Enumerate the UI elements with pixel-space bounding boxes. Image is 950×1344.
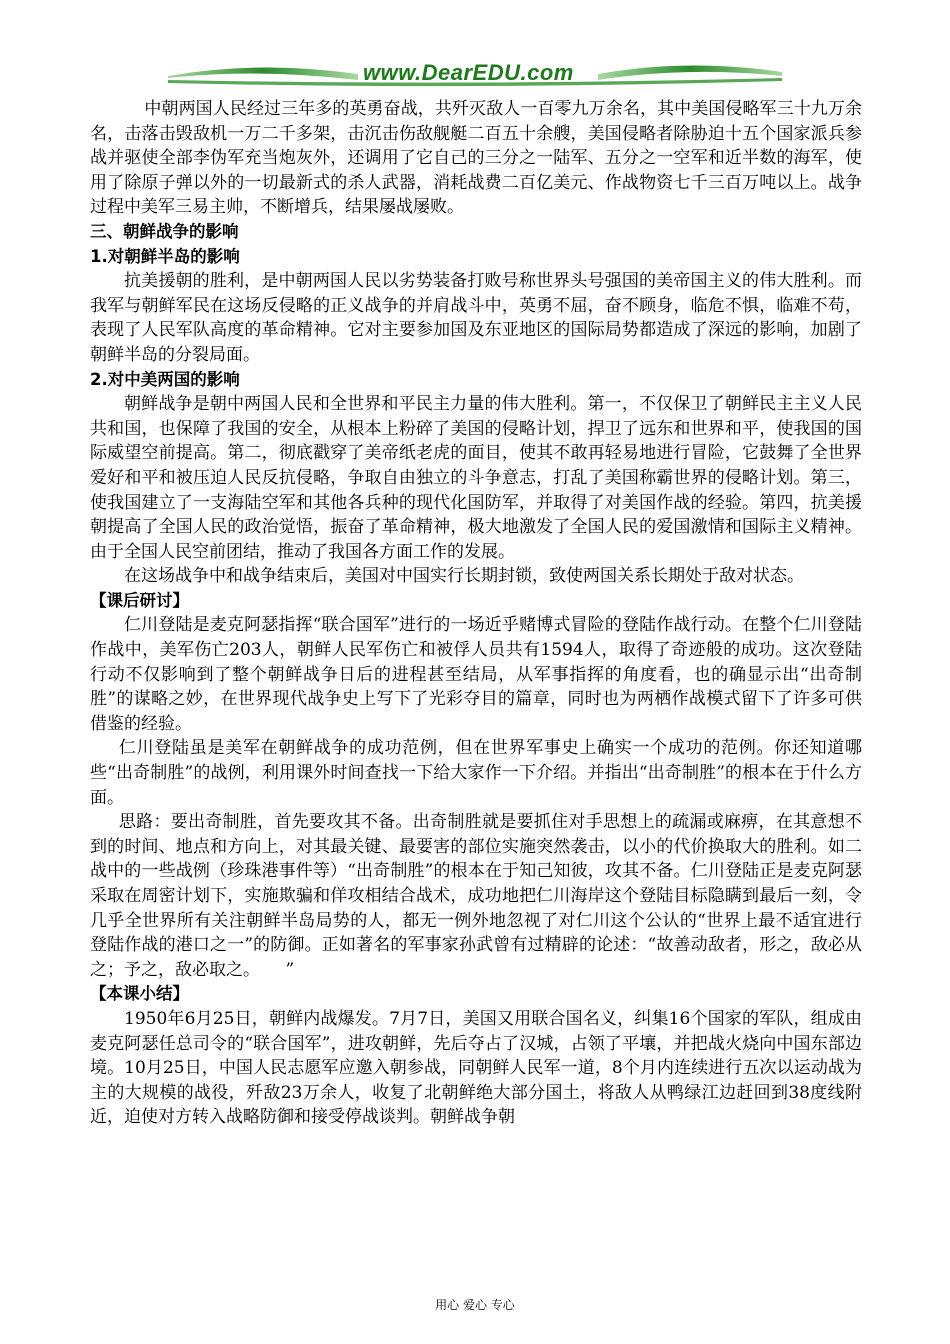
paragraph-summary: 1950年6月25日，朝鲜内战爆发。7月7日，美国又用联合国名义，纠集16个国家的军队，组成由麦克阿瑟任总司令的“联合国军”，进攻朝鲜，先后夺占了汉城，占领了平壤，并把战火烧向中国东部边境。10月25日，中国人民志愿军应邀入朝参战，同朝鲜人民军一道，8个月内连续进行五次以运动战为主的大规模的战役，歼敌23万余人，收复了北朝鲜绝大部分国土，将敌人从鸭绿江边赶回到38度线附近，迫使对方转入战略防御和接受停战谈判。朝鲜战争朝 bbox=[90, 1008, 862, 1128]
paragraph-blockade: 在这场战争中和战争结束后，美国对中国实行长期封锁，致使两国关系长期处于敌对状态。 bbox=[124, 566, 804, 587]
heading-lesson-summary: 【本课小结】 bbox=[90, 984, 189, 1004]
subheading-korean-peninsula: 1.对朝鲜半岛的影响 bbox=[90, 246, 240, 266]
section-heading-impact: 三、朝鲜战争的影响 bbox=[90, 221, 239, 241]
heading-after-class-discussion: 【课后研讨】 bbox=[90, 590, 189, 610]
paragraph-war-results: 中朝两国人民经过三年多的英勇奋战，共歼灭敌人一百零九万余名，其中美国侵略军三十九万余名，击落击毁敌机一万二千多架，击沉击伤敌舰艇二百五十余艘，美国侵略者除胁迫十五个国家派兵参战并驱使全部李伪军充当炮灰外，还调用了它自己的三分之一陆军、五分之一空军和近半数的海军，使用了除原子弹以外的一切最新式的杀人武器，消耗战费二百亿美元、作战物资七千三百万吨以上。战争过程中美军三易主帅，不断增兵，结果屡战屡败。 bbox=[90, 99, 862, 218]
paragraph-incheon-landing: 仁川登陆是麦克阿瑟指挥“联合国军”进行的一场近乎赌博式冒险的登陆作战行动。在整个仁川登陆作战中，美军伤亡203人，朝鲜人民军伤亡和被俘人员共有1594人，取得了奇迹般的成功。这次登陆行动不仅影响到了整个朝鲜战争日后的进程甚至结局，从军事指挥的角度看，也的确显示出“出奇制胜”的谋略之妙，在世界现代战争史上写下了光彩夺目的篇章，同时也为两栖作战模式留下了许多可供借鉴的经验。 bbox=[90, 615, 862, 734]
paragraph-answer-hint: 思路：要出奇制胜，首先要攻其不备。出奇制胜就是要抓住对手思想上的疏漏或麻痹，在其意想不到的时间、地点和方向上，对其最关键、最要害的部位实施突然袭击，以小的代价换取大的胜利。如二战中的一些战例（珍珠港事件等）“出奇制胜”的根本在于知己知彼，攻其不备。仁川登陆正是麦克阿瑟采取在周密计划下，实施欺骗和佯攻相结合战术，成功地把仁川海岸这个登陆目标隐瞒到最后一刻，令几乎全世界所有关注朝鲜半岛局势的人，都无一例外地忽视了对仁川这个公认的“世界上最不适宜进行登陆作战的港口之一”的防御。正如著名的军事家孙武曾有过精辟的论述：“故善动敌者，形之，敌必从之；予之，敌必取之。 ” bbox=[90, 812, 862, 980]
page-footer: 用心 爱心 专心 bbox=[435, 1298, 515, 1312]
site-url-logo: www.DearEDU.com bbox=[363, 60, 574, 85]
paragraph-discussion-question: 仁川登陆虽是美军在朝鲜战争的成功范例，但在世界军事史上确实一个成功的范例。你还知道哪些“出奇制胜”的战例，利用课外时间查找一下给大家作一下介绍。并指出“出奇制胜”的根本在于什么方面。 bbox=[90, 738, 862, 808]
subheading-china-us: 2.对中美两国的影响 bbox=[90, 369, 240, 389]
document-body bbox=[90, 97, 862, 1130]
paragraph-china-us: 朝鲜战争是朝中两国人民和全世界和平民主力量的伟大胜利。第一，不仅保卫了朝鲜民主主义人民共和国，也保障了我国的安全，从根本上粉碎了美国的侵略计划，捍卫了远东和世界和平，使我国的国际威望空前提高。第二，彻底戳穿了美帝纸老虎的面目，使其不敢再轻易地进行冒险，它鼓舞了全世界爱好和平和被压迫人民反抗侵略，争取自由独立的斗争意志，打乱了美国称霸世界的侵略计划。第三，使我国建立了一支海陆空军和其他各兵种的现代化国防军，并取得了对美国作战的经验。第四，抗美援朝提高了全国人民的政治觉悟，振奋了革命精神，极大地激发了全国人民的爱国激情和国际主义精神。由于全国人民空前团结，推动了我国各方面工作的发展。 bbox=[90, 394, 862, 562]
site-header-banner bbox=[168, 56, 782, 96]
paragraph-korean-peninsula: 抗美援朝的胜利，是中朝两国人民以劣势装备打败号称世界头号强国的美帝国主义的伟大胜利。而我军与朝鲜军民在这场反侵略的正义战争的并肩战斗中，英勇不屈，奋不顾身，临危不惧，临难不苟，表现了人民军队高度的革命精神。它对主要参加国及东亚地区的国际局势都造成了深远的影响，加剧了朝鲜半岛的分裂局面。 bbox=[90, 271, 862, 365]
